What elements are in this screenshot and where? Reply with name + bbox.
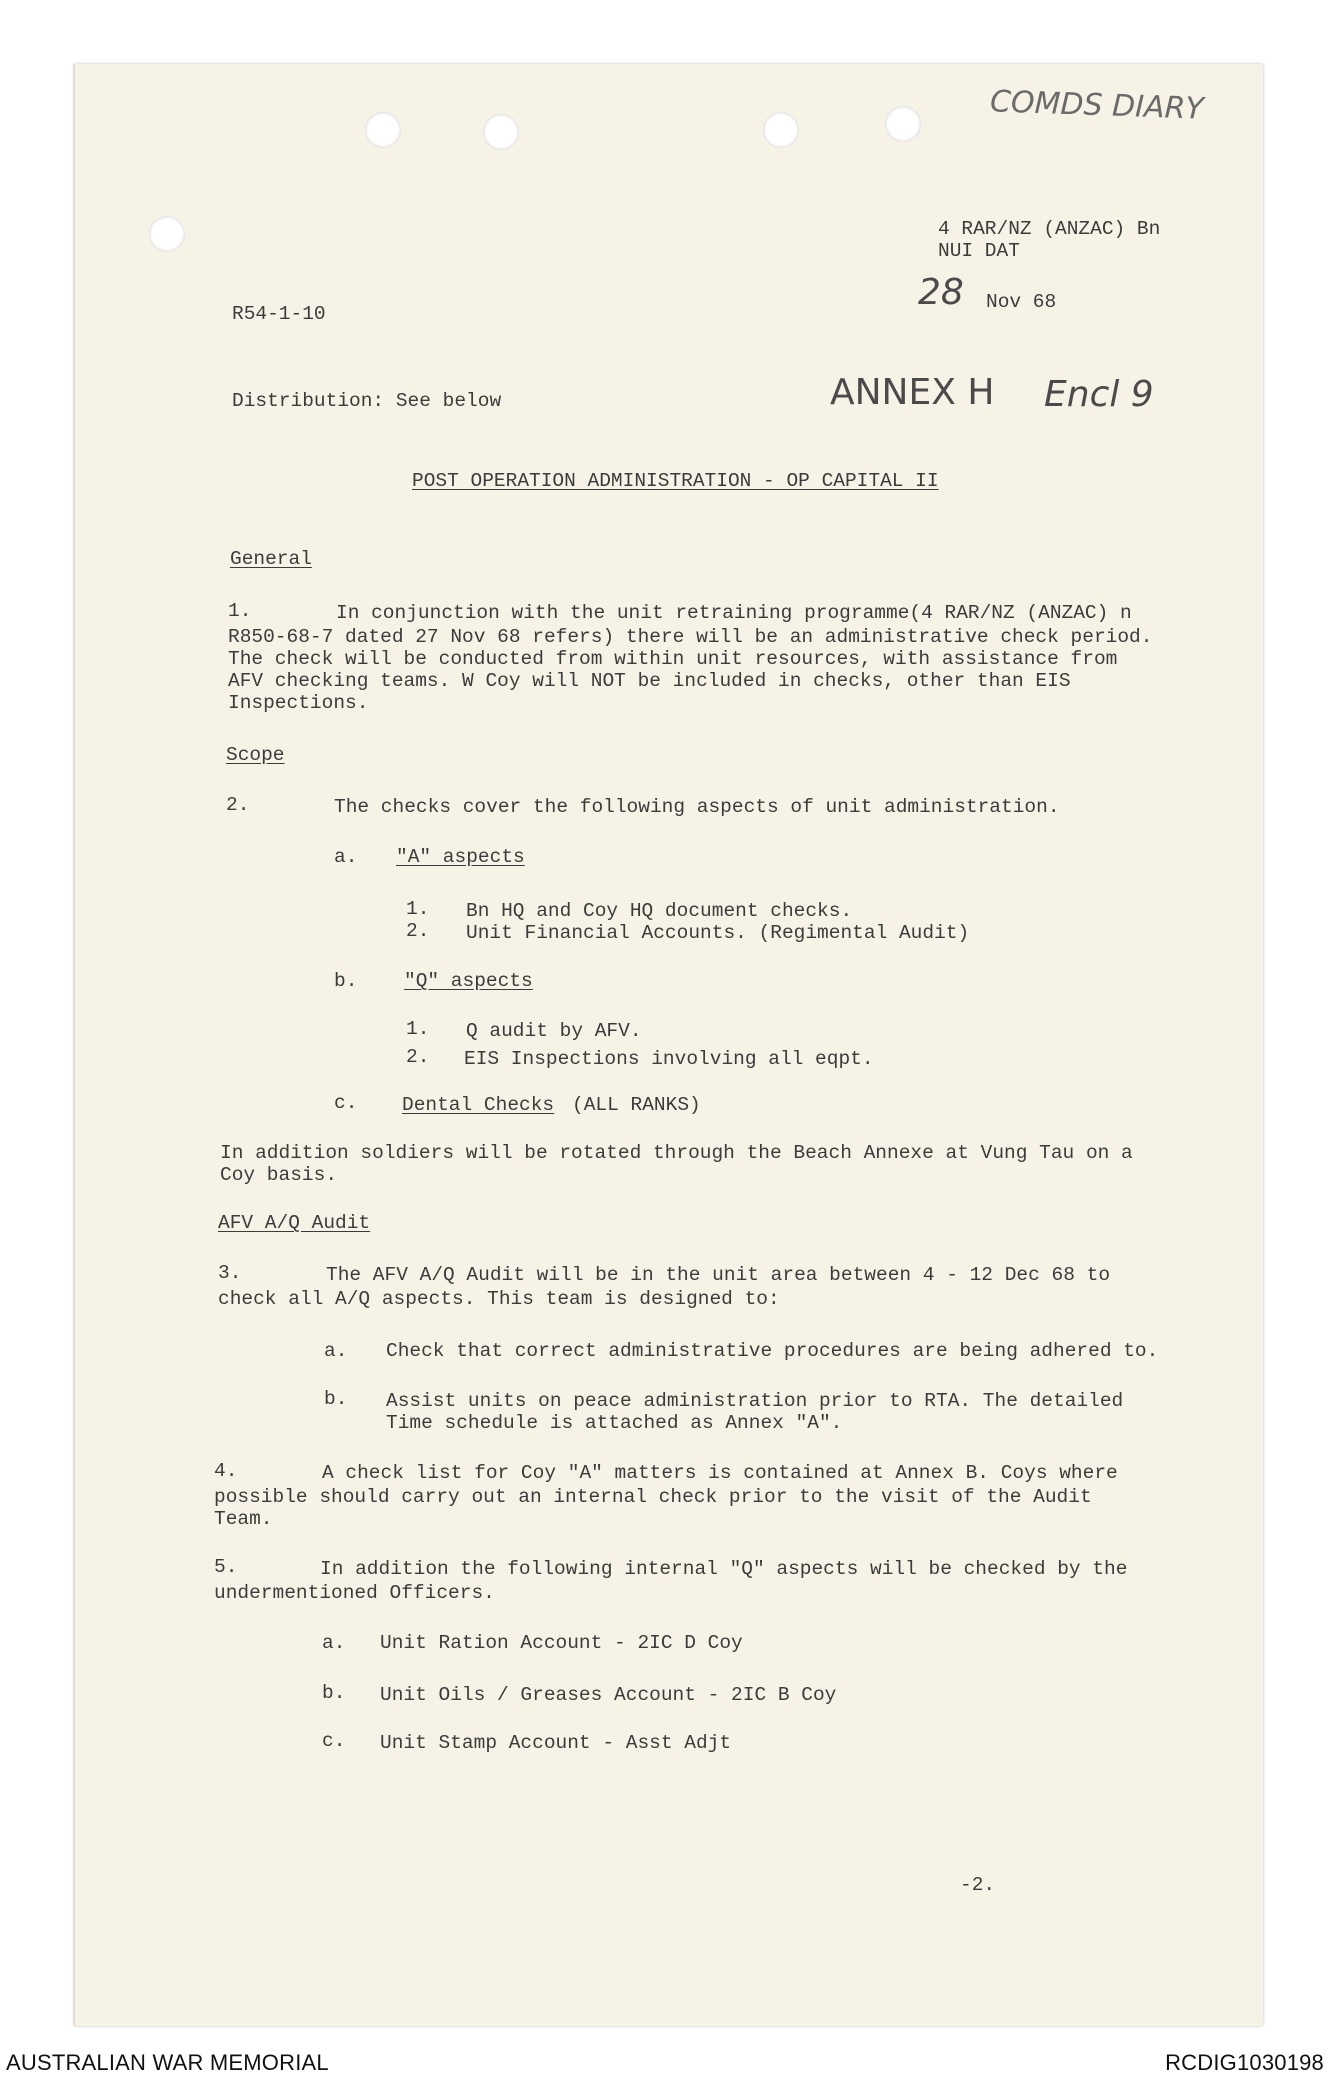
file-reference: R54-1-10 — [232, 303, 326, 325]
para-1-line: The check will be conducted from within unit resources, with assistance from — [228, 648, 1118, 670]
para-5-line: In addition the following internal "Q" aspects will be checked by the — [320, 1558, 1128, 1580]
para-2-number: 2. — [226, 794, 250, 816]
punch-hole — [365, 112, 401, 148]
para-1-line: R850-68-7 dated 27 Nov 68 refers) there will be an administrative check period. — [228, 626, 1153, 648]
audit-a-text: Check that correct administrative procedures are being adhered to. — [386, 1340, 1159, 1362]
punch-hole — [149, 216, 185, 252]
audit-a-label: a. — [324, 1340, 348, 1362]
para-4-line: Team. — [214, 1508, 273, 1530]
audit-item-text: Unit Oils / Greases Account - 2IC B Coy — [380, 1684, 837, 1706]
scope-a-item-number: 2. — [406, 920, 430, 942]
addition-line: Coy basis. — [220, 1164, 338, 1186]
audit-b-line: Assist units on peace administration prior to RTA. The detailed — [386, 1390, 1124, 1412]
scope-b-item-text: Q audit by AFV. — [466, 1020, 642, 1042]
para-3-line: check all A/Q aspects. This team is designed to: — [218, 1288, 780, 1310]
scope-b-item-number: 1. — [406, 1018, 430, 1040]
unit-location: NUI DAT — [938, 240, 1020, 262]
scope-c-suffix: (ALL RANKS) — [572, 1094, 701, 1116]
scope-b-label: b. — [334, 970, 358, 992]
para-3-number: 3. — [218, 1262, 242, 1284]
handwritten-date-day: 28 — [918, 272, 964, 313]
para-4-line: possible should carry out an internal check prior to the visit of the Audit — [214, 1486, 1092, 1508]
scope-c-label: c. — [334, 1092, 358, 1114]
para-3-line: The AFV A/Q Audit will be in the unit area between 4 - 12 Dec 68 to — [326, 1264, 1111, 1286]
scope-a-item-text: Bn HQ and Coy HQ document checks. — [466, 900, 853, 922]
para-2-text: The checks cover the following aspects of unit administration. — [334, 796, 1060, 818]
heading-afv-audit: AFV A/Q Audit — [218, 1212, 371, 1234]
footer-item-id: RCDIG1030198 — [1165, 2050, 1324, 2075]
scope-a-item-number: 1. — [406, 898, 430, 920]
document-date: Nov 68 — [986, 291, 1057, 313]
heading-scope: Scope — [226, 744, 285, 766]
heading-general: General — [230, 548, 312, 570]
document-title: POST OPERATION ADMINISTRATION - OP CAPITAL II — [412, 470, 939, 492]
para-4-line: A check list for Coy "A" matters is contained at Annex B. Coys where — [322, 1462, 1118, 1484]
para-5-number: 5. — [214, 1556, 238, 1578]
para-1-number: 1. — [228, 600, 252, 622]
audit-item-text: Unit Ration Account - 2IC D Coy — [380, 1632, 743, 1654]
para-5-line: undermentioned Officers. — [214, 1582, 495, 1604]
punch-hole — [763, 112, 799, 148]
scope-a-heading: "A" aspects — [396, 846, 525, 868]
scope-b-item-number: 2. — [406, 1046, 430, 1068]
punch-hole — [483, 114, 519, 150]
para-1-line: AFV checking teams. W Coy will NOT be included in checks, other than EIS — [228, 670, 1071, 692]
handwritten-comds-diary: COMDS DIARY — [989, 84, 1205, 127]
distribution-line: Distribution: See below — [232, 390, 502, 412]
scope-c-heading: Dental Checks — [402, 1094, 555, 1116]
audit-item-label: b. — [322, 1682, 346, 1704]
unit-designation: 4 RAR/NZ (ANZAC) Bn — [938, 218, 1161, 240]
footer-archive-name: AUSTRALIAN WAR MEMORIAL — [6, 2050, 329, 2075]
punch-hole — [885, 106, 921, 142]
handwritten-encl: Encl 9 — [1044, 374, 1154, 415]
scope-a-label: a. — [334, 846, 358, 868]
addition-line: In addition soldiers will be rotated through the Beach Annexe at Vung Tau on a — [220, 1142, 1133, 1164]
audit-b-label: b. — [324, 1388, 348, 1410]
next-page-marker: -2. — [960, 1874, 996, 1896]
scope-b-heading: "Q" aspects — [404, 970, 533, 992]
scope-a-item-text: Unit Financial Accounts. (Regimental Audit) — [466, 922, 970, 944]
para-1-line: Inspections. — [228, 692, 369, 714]
para-1-line: In conjunction with the unit retraining programme(4 RAR/NZ (ANZAC) n — [336, 602, 1132, 624]
para-4-number: 4. — [214, 1460, 238, 1482]
audit-b-line: Time schedule is attached as Annex "A". — [386, 1412, 843, 1434]
scope-b-item-text: EIS Inspections involving all eqpt. — [464, 1048, 874, 1070]
audit-item-label: c. — [322, 1730, 346, 1752]
audit-item-label: a. — [322, 1632, 346, 1654]
handwritten-annex: ANNEX H — [830, 372, 995, 413]
audit-item-text: Unit Stamp Account - Asst Adjt — [380, 1732, 732, 1754]
